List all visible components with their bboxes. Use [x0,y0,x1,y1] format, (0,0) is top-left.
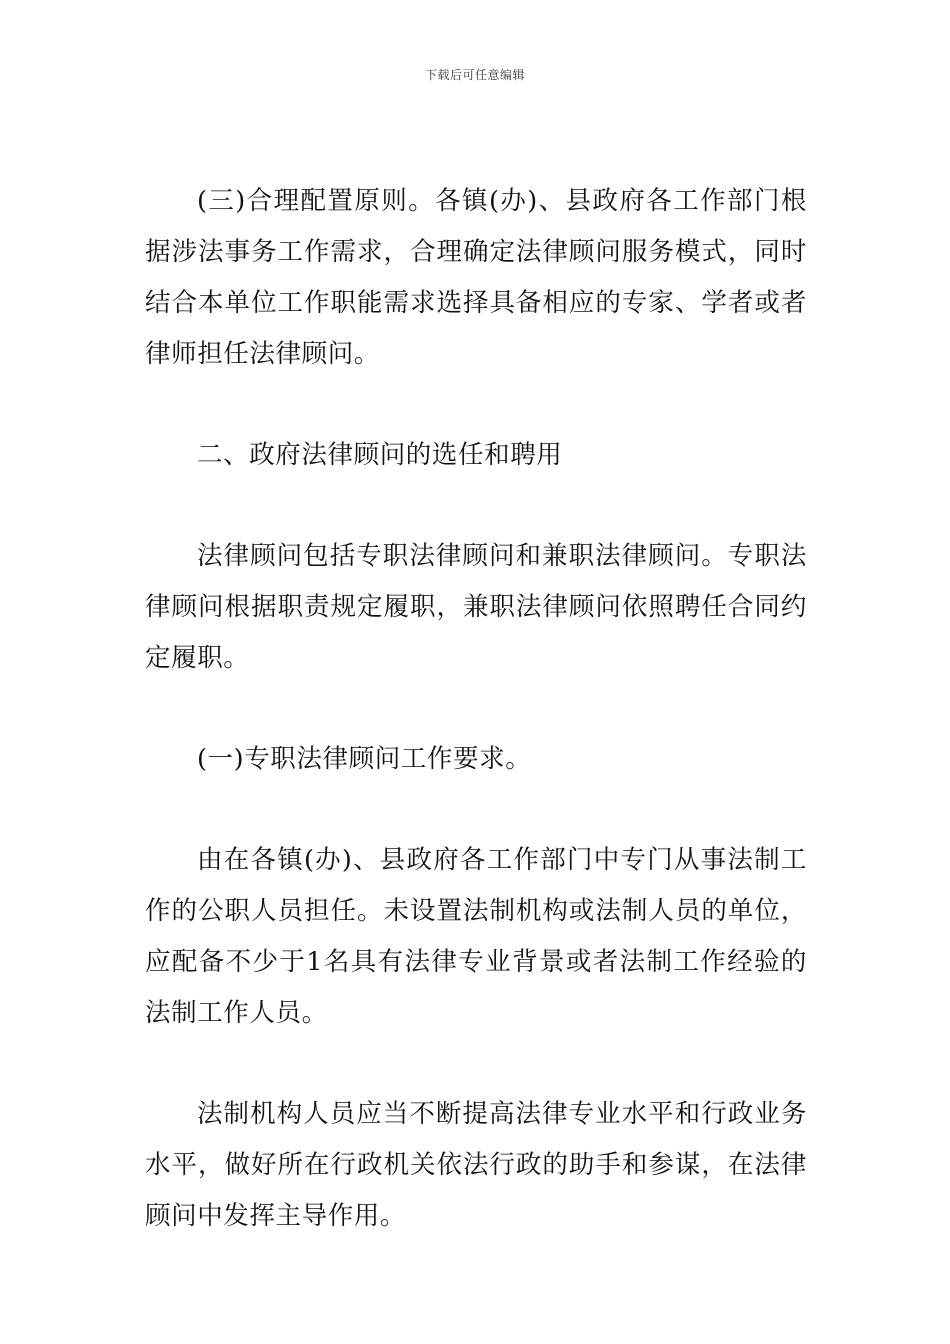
paragraph-principle-3: (三)合理配置原则。各镇(办)、县政府各工作部门根据涉法事务工作需求，合理确定法律顾问服务模式，同时结合本单位工作职能需求选择具备相应的专家、学者或者律师担任法律顾问。 [145,186,807,369]
paragraph-gap [145,684,807,734]
paragraph-legal-staff-duties: 法制机构人员应当不断提高法律专业水平和行政业务水平，做好所在行政机关依法行政的助手和参谋，在法律顾问中发挥主导作用。 [145,1099,807,1231]
paragraph-gap [145,481,807,531]
paragraph-gap [145,1039,807,1089]
subsection-heading-1: (一)专职法律顾问工作要求。 [197,744,532,774]
document-body [145,176,807,1242]
paragraph-counsel-types: 法律顾问包括专职法律顾问和兼职法律顾问。专职法律顾问根据职责规定履职，兼职法律顾问依照聘任合同约定履职。 [145,541,807,673]
page-header: 下载后可任意编辑 [424,68,525,82]
paragraph-gap [145,785,807,835]
paragraph-fulltime-staffing: 由在各镇(办)、县政府各工作部门中专门从事法制工作的公职人员担任。未设置法制机构或法制人员的单位，应配备不少于1名具有法律专业背景或者法制工作经验的法制工作人员。 [145,845,807,1028]
section-heading-2: 二、政府法律顾问的选任和聘用 [197,440,563,470]
paragraph-gap [145,380,807,430]
